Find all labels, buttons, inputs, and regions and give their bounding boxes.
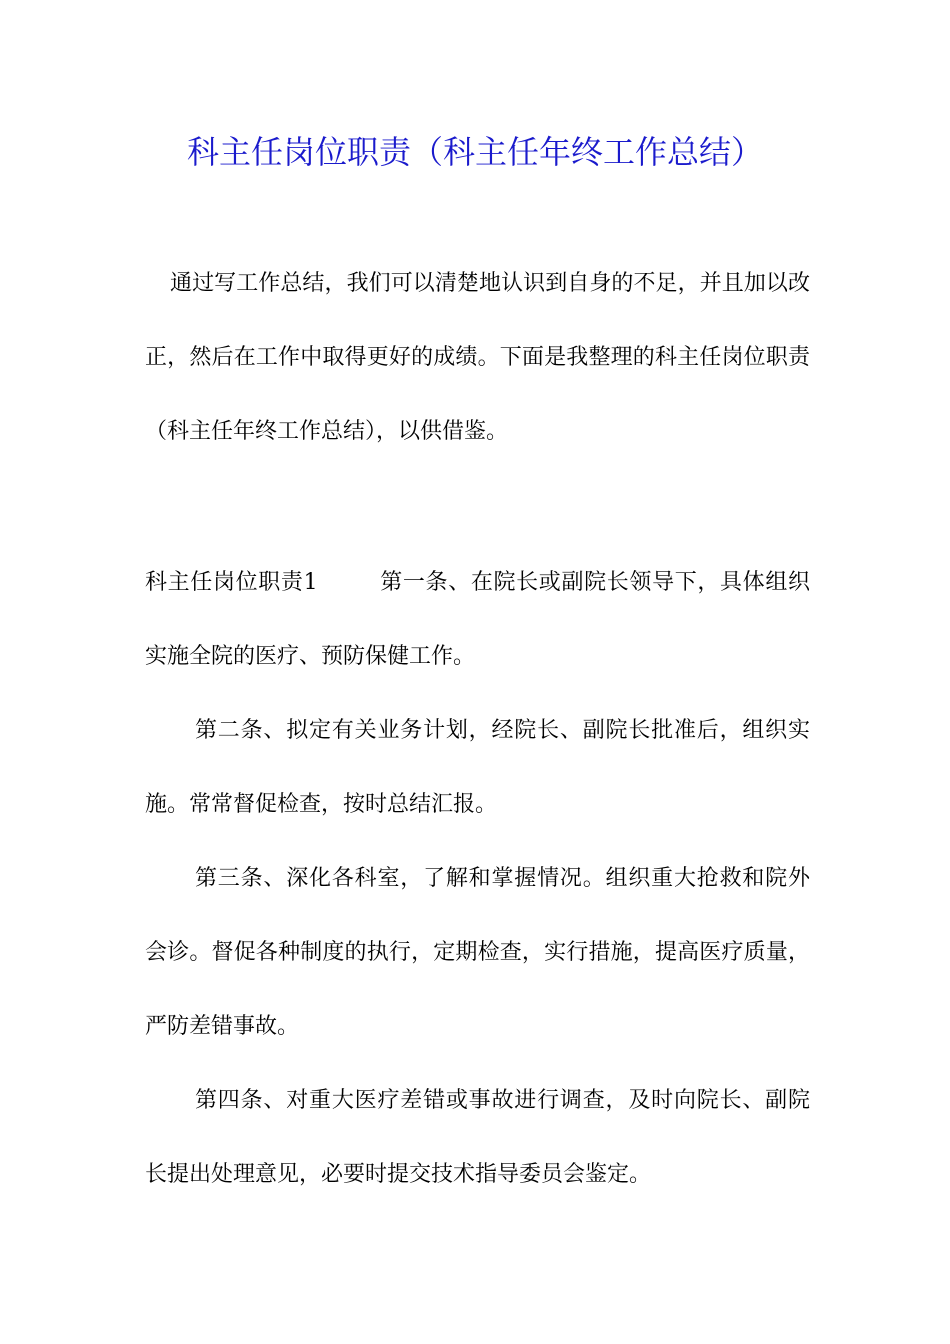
article-4: 第四条、对重大医疗差错或事故进行调查，及时向院长、副院长提出处理意见，必要时提交技术指导委员会鉴定。 [145,1088,810,1187]
article-1: 第一条、在院长或副院长领导下，具体组织实施全院的医疗、预防保健工作。 [145,570,810,669]
intro-paragraph: 通过写工作总结，我们可以清楚地认识到自身的不足，并且加以改正，然后在工作中取得更好的成绩。下面是我整理的科主任岗位职责（科主任年终工作总结），以供借鉴。 [145,271,810,444]
document-title: 科主任岗位职责（科主任年终工作总结） [186,133,763,171]
article-3: 第三条、深化各科室，了解和掌握情况。组织重大抢救和院外会诊。督促各种制度的执行，定期检查，实行措施，提高医疗质量，严防差错事故。 [145,866,810,1039]
section-first-paragraph [145,546,810,694]
article-2: 第二条、拟定有关业务计划，经院长、副院长批准后，组织实施。常常督促检查，按时总结汇报。 [145,718,810,817]
section-heading: 科主任岗位职责1 [145,570,318,595]
